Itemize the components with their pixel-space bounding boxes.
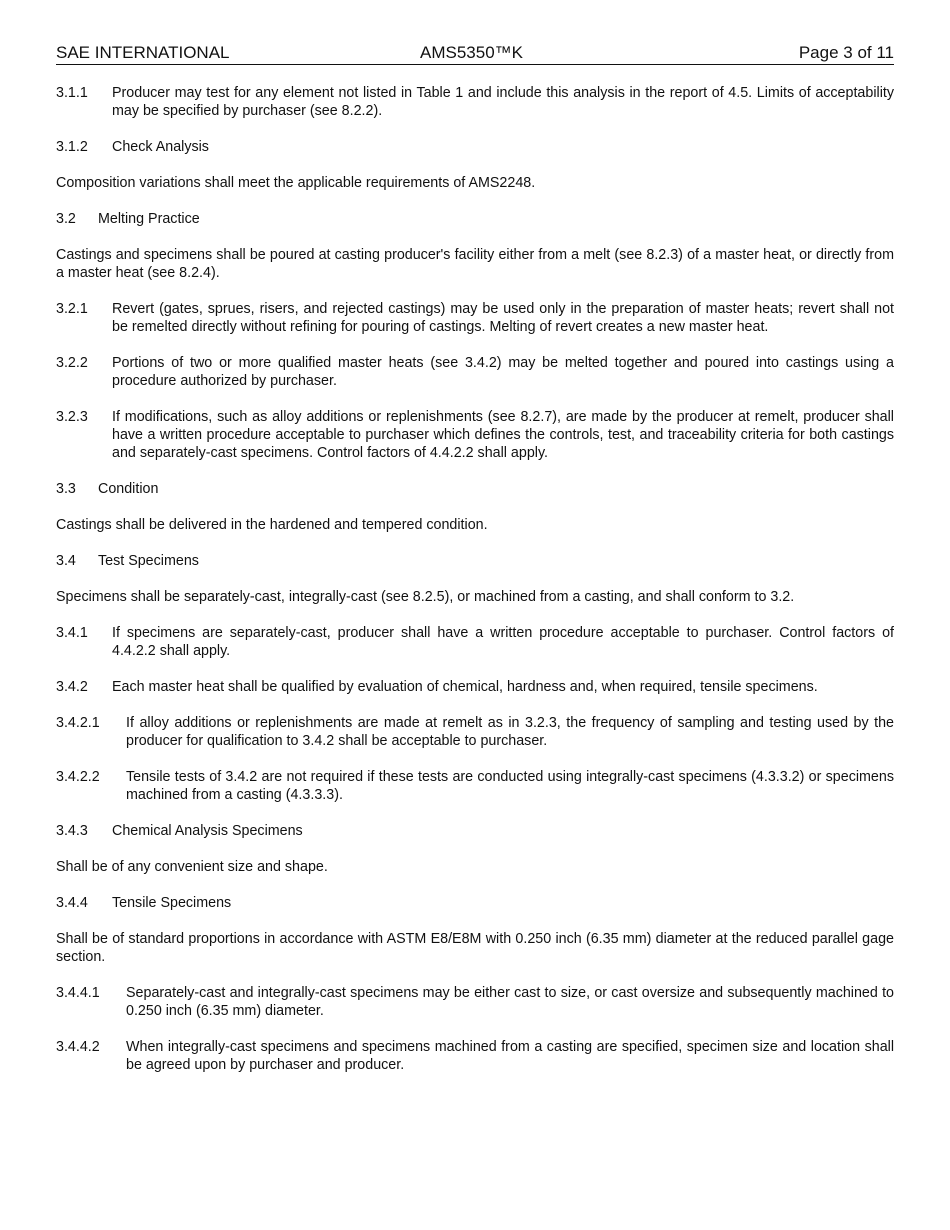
section-3-4-2-1 <box>56 714 894 750</box>
section-3-2-heading <box>56 210 894 228</box>
section-3-4-2 <box>56 678 894 696</box>
section-number: 3.3 <box>56 481 76 497</box>
section-3-4-4-2 <box>56 1038 894 1074</box>
paragraph-melting-practice: Castings and specimens shall be poured at casting producer's facility either from a melt (see 8.2.3) of a master heat, or directly from a master heat (see 8.2.4). <box>56 247 894 281</box>
section-title: Test Specimens <box>98 553 199 569</box>
section-number: 3.4.3 <box>56 823 88 839</box>
section-text: If alloy additions or replenishments are made at remelt as in 3.2.3, the frequency of sampling and testing used by the producer for qualification to 3.4.2 shall be acceptable to purchaser. <box>126 715 894 749</box>
section-3-1-2-heading <box>56 138 894 156</box>
section-text: If modifications, such as alloy additions or replenishments (see 8.2.7), are made by the producer at remelt, producer shall have a written procedure acceptable to purchaser which defines the controls, test, and traceability criteria for both castings and separately-cast specimens. Control factors of 4.4.2.2 shall apply. <box>112 409 894 461</box>
section-text: If specimens are separately-cast, producer shall have a written procedure acceptable to purchaser. Control factors of 4.4.2.2 shall apply. <box>112 625 894 659</box>
section-number: 3.4.4 <box>56 895 88 911</box>
section-3-4-2-2 <box>56 768 894 804</box>
section-3-3-heading <box>56 480 894 498</box>
section-title: Chemical Analysis Specimens <box>112 823 303 839</box>
section-number: 3.4.2 <box>56 679 88 695</box>
document-page <box>56 42 894 1092</box>
section-title: Condition <box>98 481 159 497</box>
section-3-4-4-1 <box>56 984 894 1020</box>
document-body <box>56 84 894 1074</box>
section-title: Melting Practice <box>98 211 200 227</box>
section-text: Separately-cast and integrally-cast specimens may be either cast to size, or cast oversize and subsequently machined to 0.250 inch (6.35 mm) diameter. <box>126 985 894 1019</box>
section-number: 3.2.1 <box>56 301 88 317</box>
paragraph-condition: Castings shall be delivered in the hardened and tempered condition. <box>56 517 488 533</box>
section-number: 3.4.4.2 <box>56 1039 100 1055</box>
section-3-4-1 <box>56 624 894 660</box>
section-text: Revert (gates, sprues, risers, and rejected castings) may be used only in the preparation of master heats; revert shall not be remelted directly without refining for pouring of castings. Melting of revert creates a new master heat. <box>112 301 894 335</box>
section-text: When integrally-cast specimens and specimens machined from a casting are specified, specimen size and location shall be agreed upon by purchaser and producer. <box>126 1039 894 1073</box>
section-number: 3.4 <box>56 553 76 569</box>
section-title: Tensile Specimens <box>112 895 232 911</box>
paragraph-tensile-specimens: Shall be of standard proportions in accordance with ASTM E8/E8M with 0.250 inch (6.35 mm) diameter at the reduced parallel gage section. <box>56 931 894 965</box>
section-3-2-3 <box>56 408 894 462</box>
section-3-2-1 <box>56 300 894 336</box>
section-3-1-1 <box>56 84 894 120</box>
section-text: Portions of two or more qualified master heats (see 3.4.2) may be melted together and poured into castings using a procedure authorized by purchaser. <box>112 355 894 389</box>
section-text: Tensile tests of 3.4.2 are not required if these tests are conducted using integrally-cast specimens (4.3.3.2) or specimens machined from a casting (4.3.3.3). <box>126 769 894 803</box>
section-number: 3.1.1 <box>56 85 88 101</box>
section-3-2-2 <box>56 354 894 390</box>
section-3-4-4-heading <box>56 894 894 912</box>
section-text: Each master heat shall be qualified by evaluation of chemical, hardness and, when required, tensile specimens. <box>112 679 818 695</box>
section-number: 3.2.3 <box>56 409 88 425</box>
section-number: 3.4.4.1 <box>56 985 100 1001</box>
section-3-4-3-heading <box>56 822 894 840</box>
header-organization: SAE INTERNATIONAL <box>56 43 230 62</box>
section-text: Producer may test for any element not listed in Table 1 and include this analysis in the report of 4.5. Limits of acceptability may be specified by purchaser (see 8.2.2). <box>112 85 894 119</box>
section-number: 3.2.2 <box>56 355 88 371</box>
section-title: Check Analysis <box>112 139 209 155</box>
paragraph-check-analysis: Composition variations shall meet the applicable requirements of AMS2248. <box>56 175 536 191</box>
section-number: 3.2 <box>56 211 76 227</box>
page-header <box>56 42 894 65</box>
section-number: 3.4.1 <box>56 625 88 641</box>
header-page-number: Page 3 of 11 <box>798 43 894 62</box>
section-number: 3.4.2.2 <box>56 769 100 785</box>
section-number: 3.4.2.1 <box>56 715 100 731</box>
section-3-4-heading <box>56 552 894 570</box>
header-document-number: AMS5350™K <box>420 43 523 62</box>
section-number: 3.1.2 <box>56 139 88 155</box>
paragraph-test-specimens: Specimens shall be separately-cast, integrally-cast (see 8.2.5), or machined from a casting, and shall conform to 3.2. <box>56 589 795 605</box>
paragraph-chemical-specimens: Shall be of any convenient size and shape. <box>56 859 328 875</box>
